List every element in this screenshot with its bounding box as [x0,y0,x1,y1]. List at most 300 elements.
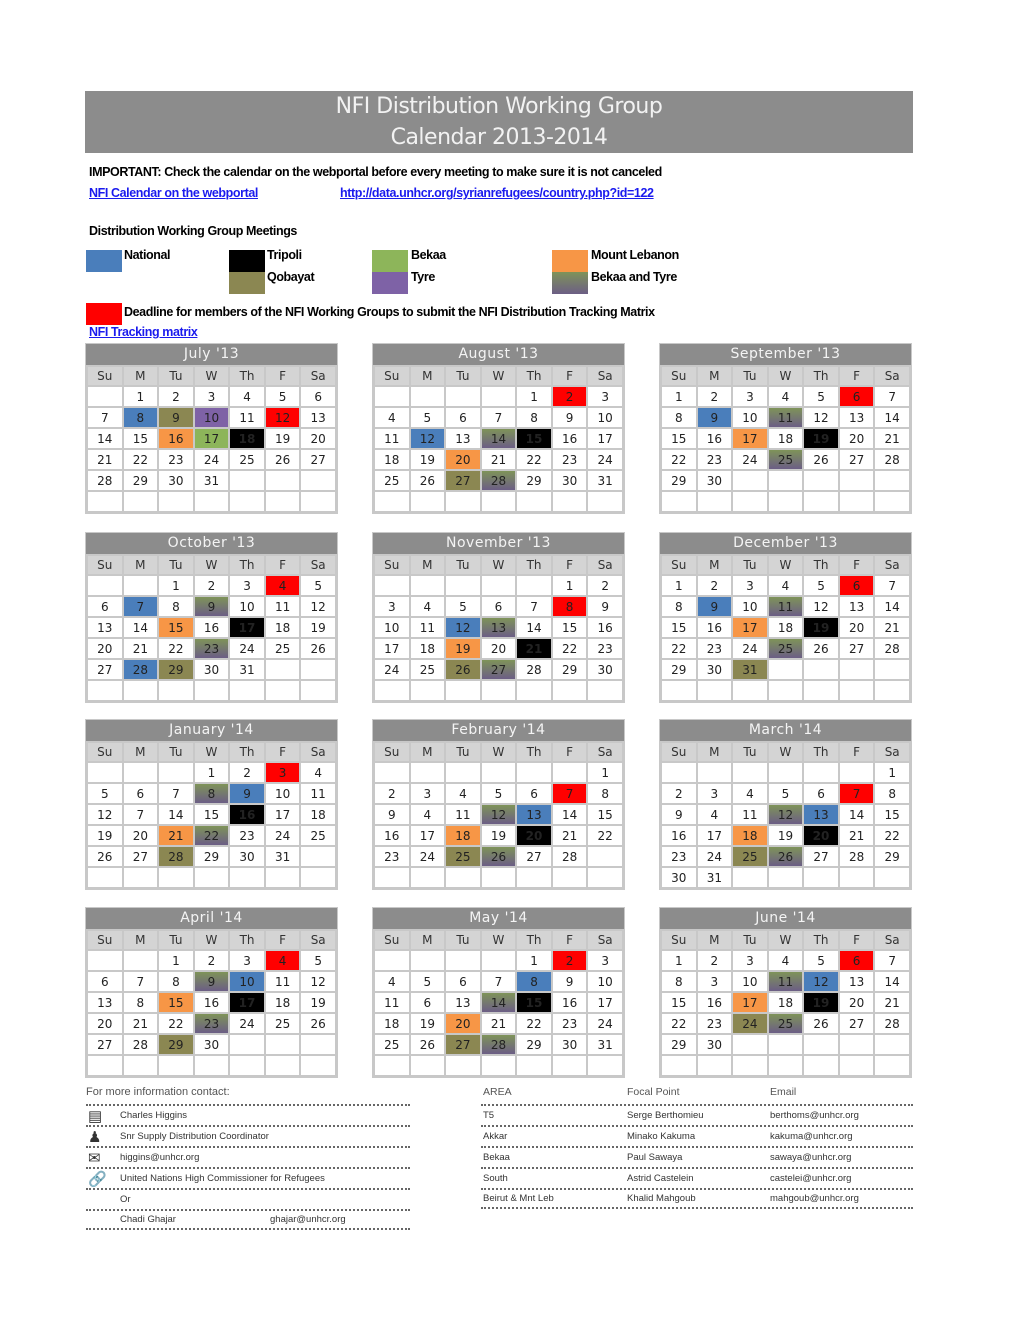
day-cell-national: 10 [229,971,265,992]
day-cell [732,1055,768,1076]
legend-swatch-qobayat [229,272,265,294]
focal-point-cell: Minako Kakuma [627,1131,696,1142]
weekday-header: Sa [874,742,910,762]
day-cell [481,762,517,783]
day-cell: 19 [410,1013,446,1034]
day-cell-mount: 17 [732,992,768,1013]
day-cell: 1 [587,762,623,783]
day-cell [732,867,768,888]
day-cell: 9 [661,804,697,825]
day-cell [158,680,194,701]
day-cell: 8 [661,971,697,992]
day-cell: 7 [87,407,123,428]
day-cell [768,1034,804,1055]
day-cell-bt: 8 [194,783,230,804]
month-calendar [85,719,338,890]
day-cell: 22 [123,449,159,470]
day-cell: 8 [516,407,552,428]
day-cell: 24 [229,1013,265,1034]
day-cell [839,1034,875,1055]
weekday-header: Th [229,742,265,762]
day-cell-bt: 27 [481,659,517,680]
day-cell: 24 [732,638,768,659]
weekday-header: M [410,366,446,386]
day-cell: 12 [803,596,839,617]
area-cell: Beirut & Mnt Leb [483,1193,554,1204]
day-cell: 24 [194,449,230,470]
day-cell: 6 [803,783,839,804]
month-title: December '13 [660,533,911,554]
day-cell [874,491,910,512]
focal-points-table [481,1086,913,1209]
day-cell: 16 [587,617,623,638]
day-cell: 10 [374,617,410,638]
focal-point-row [481,1146,913,1167]
weekday-header: W [481,742,517,762]
day-cell [803,470,839,491]
day-cell: 19 [768,825,804,846]
day-cell-qobayat: 27 [445,470,481,491]
legend-swatch-bekaa [372,250,408,272]
focal-point-row [481,1104,913,1125]
focal-points-header: AREA Focal Point Email [483,1086,797,1098]
day-cell-bt: 25 [768,449,804,470]
day-cell: 5 [803,575,839,596]
day-cell: 27 [123,846,159,867]
day-cell: 29 [661,1034,697,1055]
day-cell: 3 [732,386,768,407]
weekday-header: Sa [587,555,623,575]
day-cell: 2 [587,575,623,596]
day-cell: 28 [874,638,910,659]
weekday-header: F [552,742,588,762]
month-title: November '13 [373,533,624,554]
day-cell: 29 [123,470,159,491]
day-cell: 16 [697,992,733,1013]
legend-swatch-tyre [372,272,408,294]
day-cell [445,680,481,701]
day-cell [587,491,623,512]
day-cell: 24 [374,659,410,680]
day-cell [839,680,875,701]
day-cell [158,491,194,512]
day-cell: 21 [552,825,588,846]
day-cell: 16 [697,428,733,449]
day-cell [874,659,910,680]
day-cell [874,1055,910,1076]
email-cell[interactable]: sawaya@unhcr.org [770,1152,852,1163]
weekday-header: Tu [732,366,768,386]
weekday-header: F [265,742,301,762]
weekday-header: Th [516,555,552,575]
focal-point-cell: Serge Berthomieu [627,1110,704,1121]
area-cell: T5 [483,1110,495,1121]
day-cell [445,1055,481,1076]
day-cell: 12 [87,804,123,825]
month-title: April '14 [86,908,337,929]
day-cell-bt: 12 [481,804,517,825]
weekday-header: W [194,555,230,575]
day-cell: 5 [410,407,446,428]
day-cell: 15 [661,992,697,1013]
day-cell-bt: 23 [194,638,230,659]
day-cell-tripoli: 19 [803,992,839,1013]
day-cell-bt: 12 [768,804,804,825]
day-cell [374,575,410,596]
weekday-header: Sa [300,366,336,386]
day-cell: 31 [587,1034,623,1055]
day-cell [445,950,481,971]
day-cell: 5 [300,575,336,596]
weekday-header: Su [87,366,123,386]
weekday-header: M [697,555,733,575]
day-cell: 22 [158,638,194,659]
day-cell-tripoli: 15 [516,428,552,449]
day-cell: 24 [697,846,733,867]
day-cell: 6 [87,971,123,992]
day-cell [803,1034,839,1055]
day-cell: 14 [552,804,588,825]
day-cell [732,762,768,783]
day-cell: 10 [732,971,768,992]
weekday-header: Tu [732,555,768,575]
day-cell-deadline: 6 [839,386,875,407]
day-cell: 27 [87,1034,123,1055]
day-cell: 10 [732,407,768,428]
day-cell: 25 [229,449,265,470]
day-cell [552,680,588,701]
day-cell: 11 [374,992,410,1013]
area-cell: Bekaa [483,1152,510,1163]
day-cell: 7 [158,783,194,804]
day-cell-qobayat: 25 [732,846,768,867]
day-cell: 10 [229,596,265,617]
day-cell-bt: 25 [768,1013,804,1034]
business-card-icon: ▤ [88,1107,103,1125]
weekday-header: Tu [445,930,481,950]
day-cell-national: 9 [697,596,733,617]
email-cell[interactable]: berthoms@unhcr.org [770,1110,859,1121]
day-cell [697,680,733,701]
day-cell: 9 [374,804,410,825]
legend-swatch-mount-lebanon [552,250,588,272]
day-cell [874,867,910,888]
day-cell [87,386,123,407]
day-cell: 22 [661,449,697,470]
day-cell [768,1055,804,1076]
day-cell: 9 [552,971,588,992]
weekday-header: Su [87,742,123,762]
day-cell [265,491,301,512]
day-cell-deadline: 7 [839,783,875,804]
tracking-matrix-link[interactable]: NFI Tracking matrix [89,325,198,339]
day-cell: 30 [697,659,733,680]
calendar-webportal-link[interactable]: NFI Calendar on the webportal [89,186,258,200]
day-cell: 3 [697,783,733,804]
day-cell: 26 [300,638,336,659]
weekday-header: Su [661,555,697,575]
weekday-header: W [481,555,517,575]
day-cell: 22 [552,638,588,659]
legend-label-qobayat: Qobayat [267,270,315,284]
day-cell: 21 [87,449,123,470]
weekday-header: Th [803,930,839,950]
weekday-header: W [768,930,804,950]
day-cell-bt: 11 [768,971,804,992]
day-cell: 5 [445,596,481,617]
day-cell [87,575,123,596]
day-cell: 13 [839,407,875,428]
day-cell-bt: 14 [481,428,517,449]
legend-swatch-national [86,250,122,272]
day-cell-tripoli: 16 [229,804,265,825]
day-cell-bt: 11 [768,596,804,617]
weekday-header: Tu [445,366,481,386]
legend-label-tyre: Tyre [411,270,435,284]
weekday-header: F [552,366,588,386]
day-cell: 26 [410,1034,446,1055]
day-cell: 7 [123,971,159,992]
contact-row-role: ♟ Snr Supply Distribution Coordinator [86,1125,410,1146]
day-cell-deadline: 2 [552,386,588,407]
day-cell-bt: 13 [481,617,517,638]
day-cell: 26 [300,1013,336,1034]
weekday-header: Su [87,930,123,950]
day-cell [697,1055,733,1076]
day-cell: 13 [87,992,123,1013]
contact-row-alt: Chadi Ghajar ghajar@unhcr.org [86,1209,410,1230]
day-cell: 29 [552,659,588,680]
day-cell-mount: 17 [732,428,768,449]
weekday-header: Th [229,366,265,386]
day-cell: 6 [87,596,123,617]
day-cell: 5 [410,971,446,992]
day-cell: 3 [194,386,230,407]
day-cell [587,680,623,701]
day-cell [374,867,410,888]
day-cell: 24 [229,638,265,659]
area-cell: Akkar [483,1131,508,1142]
weekday-header: Th [229,555,265,575]
legend-swatch-deadline [86,303,122,325]
day-cell-mount: 15 [158,617,194,638]
day-cell: 15 [661,617,697,638]
weekday-header: F [265,930,301,950]
weekday-header: W [768,555,804,575]
day-cell: 16 [194,992,230,1013]
day-cell [374,950,410,971]
day-cell-qobayat: 9 [158,407,194,428]
month-calendar [85,907,338,1078]
day-cell: 20 [839,428,875,449]
day-cell-qobayat: 25 [445,846,481,867]
day-cell [229,867,265,888]
day-cell: 20 [300,428,336,449]
day-cell [516,680,552,701]
day-cell: 5 [87,783,123,804]
legend-title: Distribution Working Group Meetings [89,224,297,238]
day-cell: 15 [587,804,623,825]
day-cell [265,659,301,680]
day-cell: 8 [123,992,159,1013]
focal-point-row [481,1125,913,1146]
day-cell: 18 [374,449,410,470]
day-cell: 7 [123,804,159,825]
day-cell: 13 [445,992,481,1013]
day-cell: 30 [552,1034,588,1055]
day-cell [803,491,839,512]
weekday-header: W [768,742,804,762]
email-cell[interactable]: mahgoub@unhcr.org [770,1193,859,1204]
day-cell: 7 [874,386,910,407]
day-cell: 16 [374,825,410,846]
day-cell-tripoli: 19 [803,428,839,449]
day-cell: 28 [552,846,588,867]
day-cell [445,867,481,888]
day-cell: 3 [374,596,410,617]
weekday-header: M [697,366,733,386]
day-cell [194,1055,230,1076]
day-cell [481,867,517,888]
day-cell: 26 [803,638,839,659]
day-cell: 30 [697,470,733,491]
day-cell [300,1034,336,1055]
day-cell-national: 8 [516,971,552,992]
day-cell [158,1055,194,1076]
day-cell-mount: 18 [445,825,481,846]
day-cell: 28 [874,449,910,470]
day-cell-qobayat: 24 [732,1013,768,1034]
day-cell-deadline: 4 [265,950,301,971]
weekday-header: F [839,366,875,386]
legend-swatch-bekaa-tyre [552,272,588,294]
day-cell: 11 [374,428,410,449]
day-cell: 31 [587,470,623,491]
email-cell[interactable]: kakuma@unhcr.org [770,1131,853,1142]
day-cell-qobayat: 28 [158,846,194,867]
weekday-header: Su [87,555,123,575]
day-cell [87,680,123,701]
day-cell: 18 [300,804,336,825]
day-cell [661,680,697,701]
day-cell: 30 [697,1034,733,1055]
day-cell-qobayat: 31 [732,659,768,680]
day-cell: 15 [874,804,910,825]
webportal-url-link[interactable]: http://data.unhcr.org/syrianrefugees/country.php?id=122 [340,186,654,200]
day-cell: 26 [803,449,839,470]
day-cell-qobayat: 29 [158,1034,194,1055]
day-cell [123,1055,159,1076]
day-cell-mount: 16 [158,428,194,449]
day-cell [123,575,159,596]
day-cell [661,491,697,512]
day-cell: 18 [768,428,804,449]
day-cell-bt: 26 [481,846,517,867]
day-cell [194,491,230,512]
day-cell: 21 [874,428,910,449]
legend-label-bekaa: Bekaa [411,248,446,262]
day-cell: 14 [874,596,910,617]
weekday-header: W [481,930,517,950]
day-cell-national: 12 [445,617,481,638]
day-cell: 30 [194,1034,230,1055]
weekday-header: W [481,366,517,386]
day-cell [587,846,623,867]
day-cell: 19 [300,617,336,638]
day-cell [158,867,194,888]
day-cell: 21 [839,825,875,846]
day-cell [839,1055,875,1076]
day-cell [768,659,804,680]
day-cell-bt: 23 [194,1013,230,1034]
day-cell: 23 [158,449,194,470]
day-cell [874,470,910,491]
day-cell-deadline: 12 [265,407,301,428]
weekday-header: M [697,930,733,950]
day-cell: 31 [265,846,301,867]
day-cell: 17 [265,804,301,825]
focal-point-cell: Astrid Castelein [627,1173,694,1184]
contact-row-org: 🔗 United Nations High Commissioner for Refugees [86,1167,410,1188]
day-cell: 26 [803,1013,839,1034]
day-cell [300,470,336,491]
day-cell: 23 [697,1013,733,1034]
weekday-header: Sa [300,555,336,575]
weekday-header: Th [516,930,552,950]
weekday-header: Sa [874,366,910,386]
weekday-header: M [123,742,159,762]
email-cell[interactable]: castelei@unhcr.org [770,1173,852,1184]
day-cell [481,1055,517,1076]
day-cell: 2 [229,762,265,783]
day-cell: 1 [516,386,552,407]
day-cell: 25 [265,1013,301,1034]
day-cell: 5 [300,950,336,971]
day-cell [123,867,159,888]
day-cell: 4 [768,950,804,971]
day-cell: 22 [587,825,623,846]
day-cell: 6 [445,407,481,428]
weekday-header: M [123,366,159,386]
month-title: January '14 [86,720,337,741]
day-cell-bt: 11 [768,407,804,428]
day-cell: 23 [552,449,588,470]
day-cell: 23 [374,846,410,867]
weekday-header: F [839,742,875,762]
day-cell-tripoli: 18 [229,428,265,449]
day-cell: 3 [410,783,446,804]
weekday-header: Th [229,930,265,950]
day-cell: 2 [158,386,194,407]
day-cell: 20 [481,638,517,659]
legend-label-deadline: Deadline for members of the NFI Working Groups to submit the NFI Distribution Tracking Matrix [124,305,655,319]
day-cell [839,491,875,512]
focal-point-cell: Khalid Mahgoub [627,1193,696,1204]
day-cell: 5 [768,783,804,804]
day-cell [123,491,159,512]
month-calendar [659,719,912,890]
day-cell: 7 [481,407,517,428]
day-cell: 24 [587,1013,623,1034]
day-cell: 24 [265,825,301,846]
day-cell [300,659,336,680]
day-cell [803,867,839,888]
day-cell [697,762,733,783]
weekday-header: Sa [300,742,336,762]
day-cell: 30 [229,846,265,867]
weekday-header: M [410,555,446,575]
day-cell-tripoli: 20 [516,825,552,846]
